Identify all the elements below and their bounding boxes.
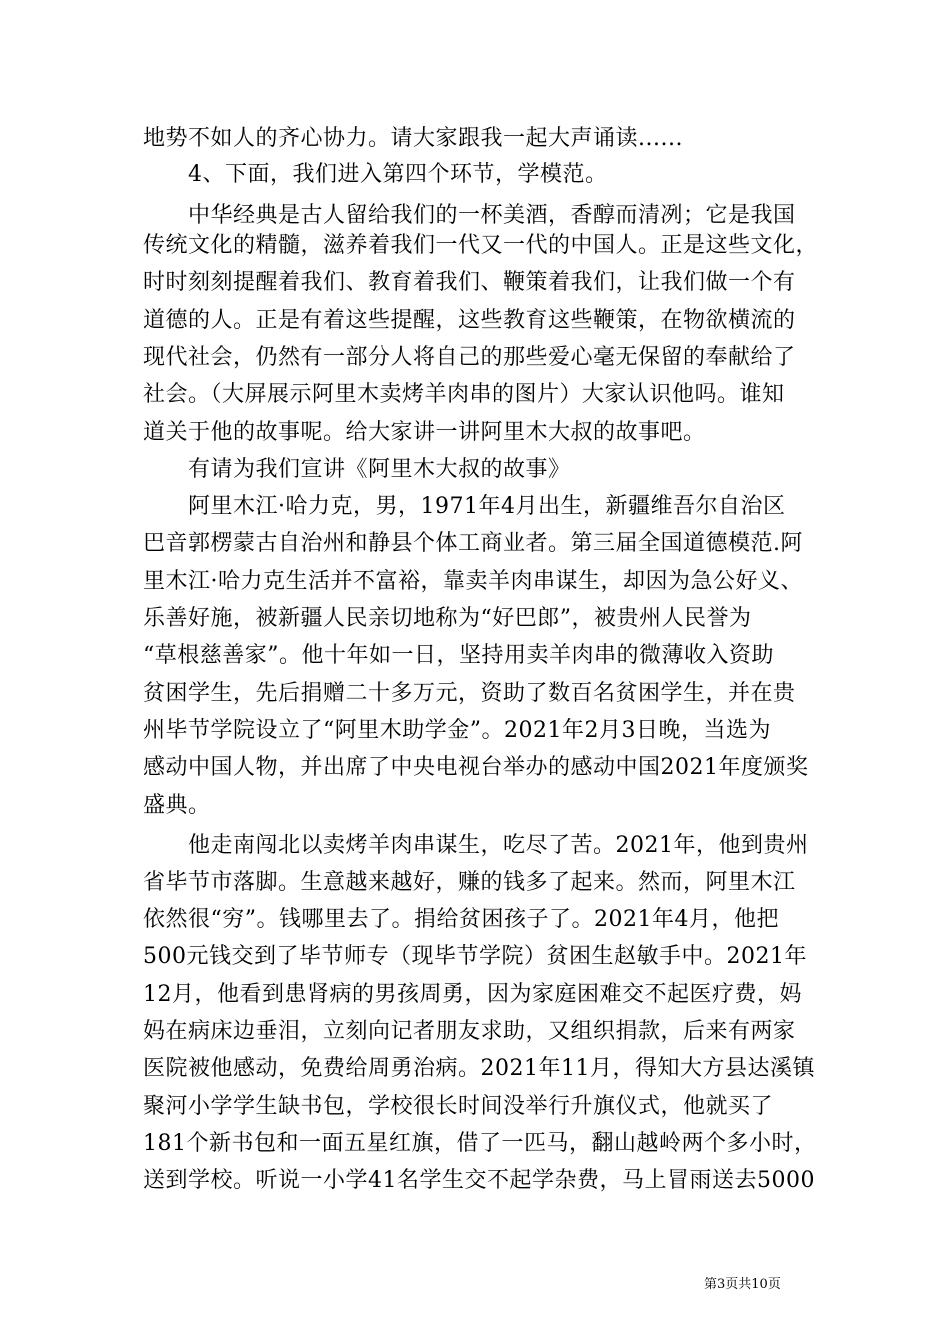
body-text-line: 时时刻刻提醒着我们、教育着我们、鞭策着我们，让我们做一个有 [143,270,796,295]
body-text-line: “草根慈善家”。他十年如一日，坚持用卖羊肉串的微薄收入资助 [143,643,774,668]
body-text-line: 省毕节市落脚。生意越来越好，赚的钱多了起来。然而，阿里木江 [143,870,796,895]
body-text-line: 12月，他看到患肾病的男孩周勇，因为家庭困难交不起医疗费，妈 [143,982,802,1007]
paragraph-start: 阿里木江·哈力克，男，1971年4月出生，新疆维吾尔自治区 [188,494,786,519]
body-text-line: 500元钱交到了毕节师专（现毕节学院）贫困生赵敏手中。2021年 [143,944,807,969]
body-text-line: 里木江·哈力克生活并不富裕，靠卖羊肉串谋生，却因为急公好义、 [143,569,803,594]
body-text-line: 感动中国人物，并出席了中央电视台举办的感动中国2021年度颁奖 [143,755,809,780]
section-heading: 4、下面，我们进入第四个环节，学模范。 [188,162,608,187]
paragraph-start: 他走南闯北以卖烤羊肉串谋生，吃尽了苦。2021年，他到贵州 [188,833,809,858]
paragraph-start: 有请为我们宣讲《阿里木大叔的故事》 [188,457,571,482]
body-text-line: 道关于他的故事呢。给大家讲一讲阿里木大叔的故事吧。 [143,420,706,445]
body-text-line: 聚河小学学生缺书包，学校很长时间没举行升旗仪式，他就买了 [143,1094,774,1119]
body-text-line: 送到学校。听说一小学41名学生交不起学杂费，马上冒雨送去5000 [143,1168,815,1193]
body-text-line: 盛典。 [143,793,211,818]
body-text-line: 州毕节学院设立了“阿里木助学金”。2021年2月3日晚，当选为 [143,718,771,743]
body-text-line: 社会。（大屏展示阿里木卖烤羊肉串的图片）大家认识他吗。谁知 [143,382,785,407]
body-text-line: 181个新书包和一面五星红旗，借了一匹马，翻山越岭两个多小时， [143,1131,817,1156]
body-text-line: 乐善好施，被新疆人民亲切地称为“好巴郎”，被贵州人民誉为 [143,606,752,631]
paragraph-start: 中华经典是古人留给我们的一杯美酒，香醇而清冽；它是我国 [188,203,796,228]
body-text-line: 地势不如人的齐心协力。请大家跟我一起大声诵读...... [143,126,683,151]
body-text-line: 巴音郭楞蒙古自治州和静县个体工商业者。第三届全国道德模范.阿 [143,531,803,556]
body-text-line: 传统文化的精髓，滋养着我们一代又一代的中国人。正是这些文化， [143,233,819,258]
body-text-line: 道德的人。正是有着这些提醒，这些教育这些鞭策，在物欲横流的 [143,308,796,333]
body-text-line: 依然很“穷”。钱哪里去了。捐给贫困孩子了。2021年4月，他把 [143,907,779,932]
body-text-line: 贫困学生，先后捐赠二十多万元，资助了数百名贫困学生，并在贵 [143,681,796,706]
body-text-line: 现代社会，仍然有一部分人将自己的那些爱心毫无保留的奉献给了 [143,345,796,370]
page-number-footer: 第3页共10页 [704,1277,781,1292]
body-text-line: 医院被他感动，免费给周勇治病。2021年11月，得知大方县达溪镇 [143,1056,815,1081]
body-text-line: 妈在病床边垂泪，立刻向记者朋友求助，又组织捐款，后来有两家 [143,1019,796,1044]
